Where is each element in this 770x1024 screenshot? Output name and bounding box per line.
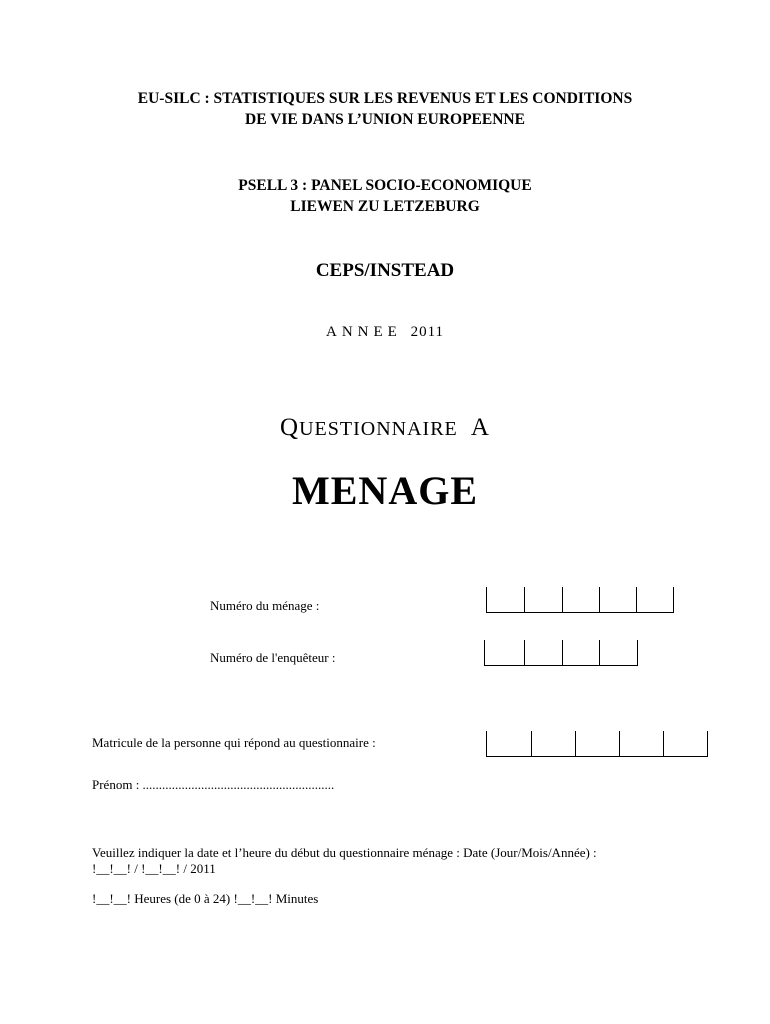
interviewer-number-cell[interactable]	[599, 640, 638, 666]
interviewer-number-label: Numéro de l'enquêteur :	[210, 650, 336, 665]
household-number-label: Numéro du ménage :	[210, 598, 320, 613]
interviewer-number-cell[interactable]	[562, 640, 599, 666]
questionnaire-heading	[0, 414, 770, 442]
interviewer-number-cell[interactable]	[484, 640, 524, 666]
interviewer-number-boxes[interactable]	[484, 640, 638, 666]
panel-title	[0, 175, 770, 217]
survey-title	[0, 88, 770, 130]
household-number-cell[interactable]	[486, 587, 524, 613]
household-number-cell[interactable]	[636, 587, 674, 613]
household-number-boxes[interactable]	[486, 587, 674, 613]
first-name-field[interactable]: Prénom : ...........................................................	[92, 777, 335, 792]
interviewer-number-cell[interactable]	[524, 640, 562, 666]
survey-title-line1: EU-SILC : STATISTIQUES SUR LES REVENUS ET LES CONDITIONS	[137, 90, 633, 107]
respondent-id-cell[interactable]	[531, 731, 575, 757]
questionnaire-initial: Q	[280, 414, 300, 441]
time-entry-field[interactable]: !__!__! Heures (de 0 à 24) !__!__! Minutes	[92, 891, 319, 906]
date-entry-field[interactable]: !__!__! / !__!__! / 2011	[92, 861, 216, 876]
year-label: ANNEE	[325, 324, 402, 340]
respondent-id-cell[interactable]	[663, 731, 708, 757]
organization-name: CEPS/INSTEAD	[315, 260, 455, 281]
respondent-id-label: Matricule de la personne qui répond au questionnaire :	[92, 735, 376, 750]
survey-year	[0, 324, 770, 341]
household-number-cell[interactable]	[599, 587, 636, 613]
household-number-cell[interactable]	[562, 587, 599, 613]
panel-title-line2: LIEWEN ZU LETZEBURG	[290, 198, 480, 215]
questionnaire-word: UESTIONNAIRE	[299, 418, 458, 440]
respondent-id-cell[interactable]	[486, 731, 531, 757]
survey-title-line2: DE VIE DANS L’UNION EUROPEENNE	[245, 111, 525, 128]
panel-title-line1: PSELL 3 : PANEL SOCIO-ECONOMIQUE	[238, 177, 532, 194]
start-time-instructions	[92, 845, 712, 877]
questionnaire-letter: A	[470, 414, 490, 441]
instructions-text: Veuillez indiquer la date et l’heure du début du questionnaire ménage : Date (Jour/Mois/Année) :	[92, 845, 597, 860]
respondent-id-cell[interactable]	[619, 731, 663, 757]
year-value: 2011	[410, 324, 445, 340]
respondent-id-cell[interactable]	[575, 731, 619, 757]
questionnaire-title: MENAGE	[292, 468, 478, 513]
household-number-cell[interactable]	[524, 587, 562, 613]
respondent-id-boxes[interactable]	[486, 731, 708, 757]
